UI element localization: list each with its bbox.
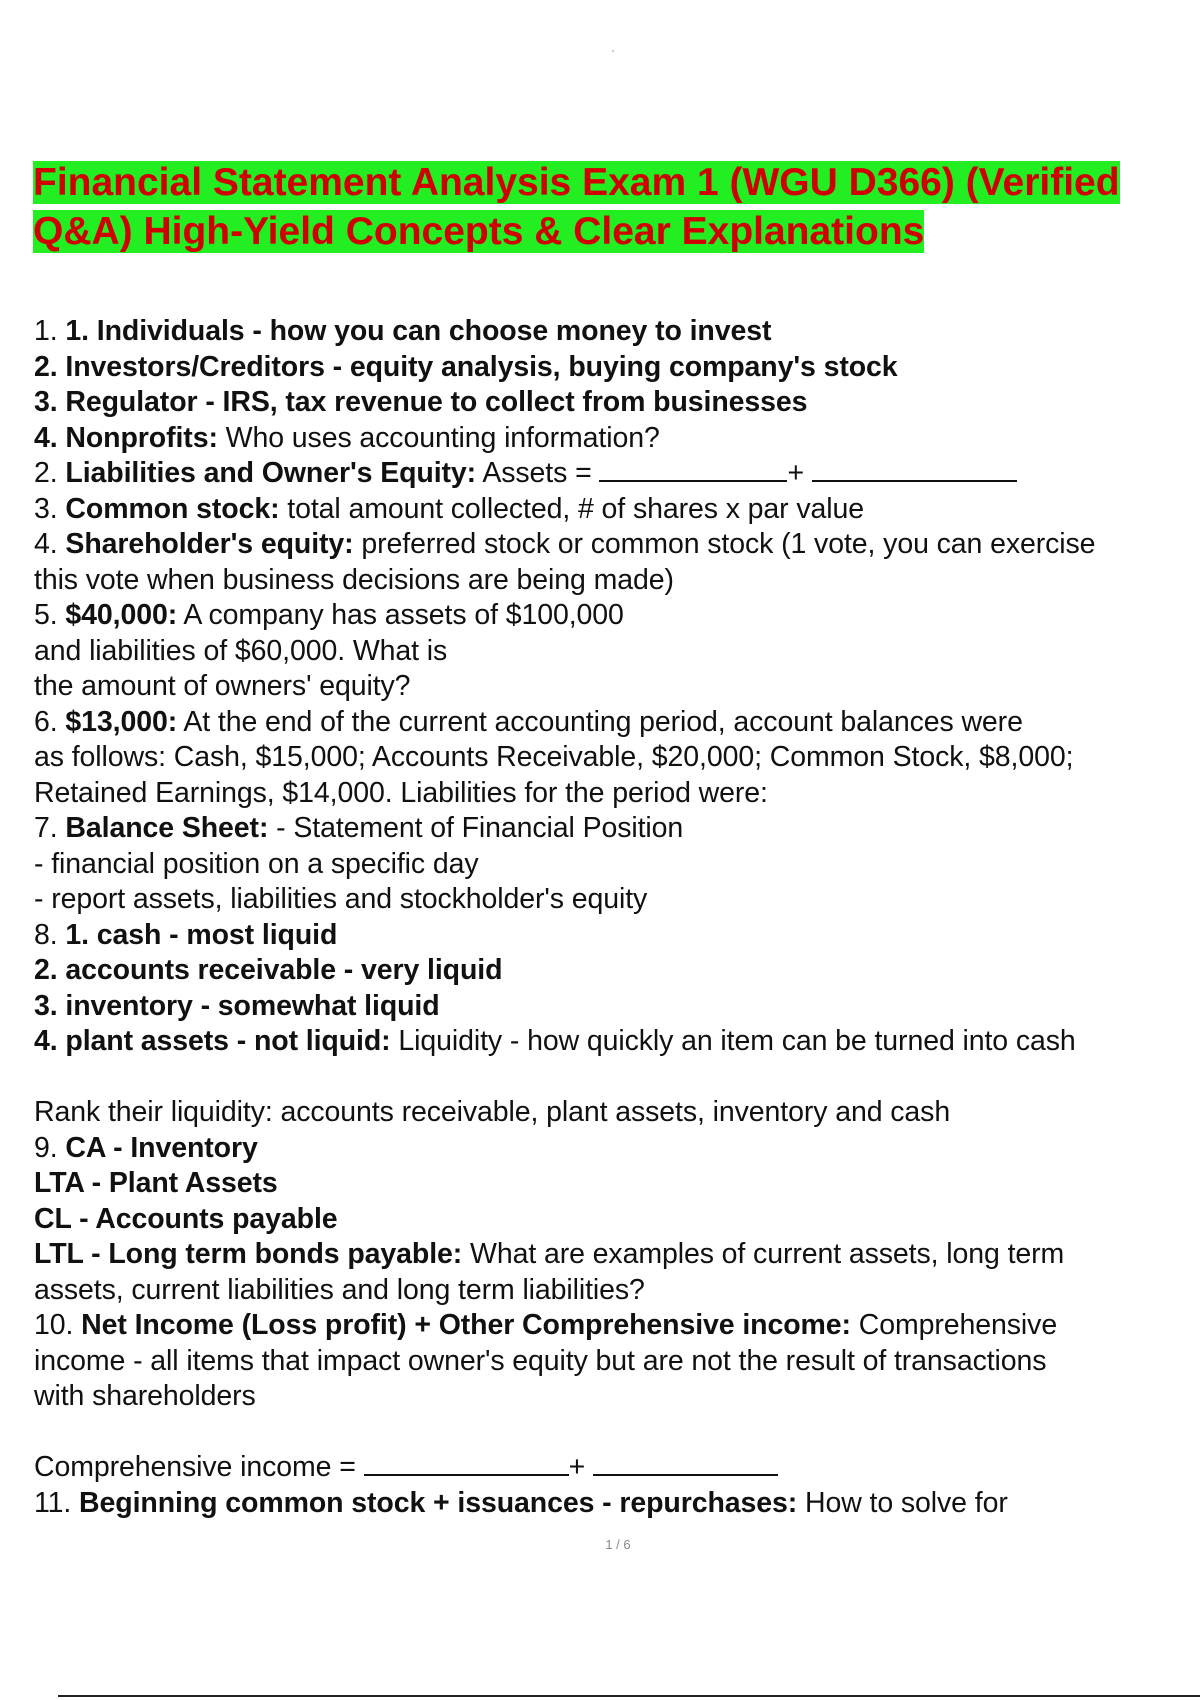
title-line-2: Q&A) High-Yield Concepts & Clear Explanations [33, 210, 925, 253]
item-term: Liabilities and Owner's Equity: [65, 457, 477, 489]
list-item-line [34, 953, 1200, 989]
list-item-line: and liabilities of $60,000. What is [34, 634, 448, 667]
item-definition: Liquidity - how quickly an item can be turned into cash [398, 1025, 1076, 1057]
item-number: 8. [34, 918, 58, 951]
item-term: $13,000: [65, 705, 178, 738]
item-term: Beginning common stock + issuances - repurchases: [79, 1486, 798, 1519]
item-number: 1. [34, 315, 58, 347]
list-item-line: assets, current liabilities and long term liabilities? [34, 1273, 645, 1306]
list-item-line [34, 421, 1200, 457]
item-term: $40,000: [65, 599, 178, 631]
list-item-line: - financial position on a specific day [34, 847, 479, 880]
item-definition: At the end of the current accounting period, account balances were [183, 705, 1023, 738]
list-item [34, 1486, 1200, 1522]
list-item [34, 918, 1200, 954]
item-term: 1. Individuals - how you can choose money to invest [65, 315, 772, 347]
item-term: 2. accounts receivable - very liquid [34, 954, 503, 986]
item-term: 4. Nonprofits: [34, 421, 218, 454]
list-item-line [34, 989, 1200, 1025]
page-number: 1 / 6 [605, 1537, 631, 1552]
list-item-line [34, 1202, 1200, 1238]
item-definition: preferred stock or common stock (1 vote, you can exercise [361, 528, 1096, 560]
item-term: LTA - Plant Assets [34, 1167, 278, 1199]
item-number: 2. [34, 457, 58, 489]
answer-blank [364, 1450, 569, 1476]
list-item-line: - report assets, liabilities and stockholder's equity [34, 883, 648, 915]
answer-blank [599, 456, 787, 482]
item-number: 5. [34, 599, 58, 631]
item-term: 2. Investors/Creditors - equity analysis, buying company's stock [34, 350, 898, 383]
item-term: Shareholder's equity: [65, 528, 354, 560]
list-item-line [34, 350, 1200, 386]
item-definition: total amount collected, # of shares x par value [287, 492, 865, 525]
list-item [34, 492, 1200, 528]
item-term: Balance Sheet: [65, 812, 269, 844]
item-definition: Comprehensive [858, 1309, 1058, 1341]
list-item-line: as follows: Cash, $15,000; Accounts Receivable, $20,000; Common Stock, $8,000; [34, 741, 1074, 773]
item-definition: Comprehensive income = [34, 1451, 356, 1483]
item-number: 11. [34, 1486, 72, 1519]
item-number: 7. [34, 812, 58, 844]
answer-blank [812, 456, 1017, 482]
list-item [34, 456, 1200, 492]
item-term: Net Income (Loss profit) + Other Comprehensive income: [81, 1309, 851, 1341]
item-number: 3. [34, 492, 58, 525]
list-item-line: this vote when business decisions are being made) [34, 563, 674, 596]
item-term: 3. Regulator - IRS, tax revenue to collect from businesses [34, 386, 808, 418]
item-term: CL - Accounts payable [34, 1202, 338, 1235]
list-item-line: Retained Earnings, $14,000. Liabilities for the period were: [34, 776, 768, 809]
item-definition: How to solve for [804, 1486, 1008, 1519]
item-definition: - Statement of Financial Position [276, 812, 684, 844]
item-term: 4. plant assets - not liquid: [34, 1025, 391, 1057]
list-item [34, 705, 1200, 741]
list-item-line: income - all items that impact owner's equity but are not the result of transactions [34, 1344, 1047, 1377]
item-term: LTL - Long term bonds payable: [34, 1238, 463, 1270]
blank-line [34, 1415, 1200, 1451]
list-item [34, 527, 1200, 563]
blank-line [34, 1060, 1200, 1096]
list-item-line [34, 1024, 1200, 1060]
item-term: 3. inventory - somewhat liquid [34, 989, 440, 1022]
list-item [34, 1308, 1200, 1344]
item-number: 10. [34, 1309, 74, 1341]
list-item-line [34, 1237, 1200, 1273]
list-item-line [34, 385, 1200, 421]
list-item [34, 598, 1200, 634]
list-item-line [34, 1166, 1200, 1202]
item-definition: What are examples of current assets, long term [470, 1238, 1065, 1270]
list-item [34, 1131, 1200, 1167]
plus-sign: + [787, 457, 804, 489]
item-term: 1. cash - most liquid [65, 918, 338, 951]
item-number: 9. [34, 1131, 58, 1164]
qa-list [34, 314, 1200, 1521]
document-title [33, 158, 1200, 256]
scan-speck [612, 50, 614, 52]
answer-blank [593, 1450, 778, 1476]
item-definition: Who uses accounting information? [225, 421, 660, 454]
list-item-line: Rank their liquidity: accounts receivable, plant assets, inventory and cash [34, 1096, 951, 1128]
page-divider [58, 1695, 1200, 1697]
list-item-line: with shareholders [34, 1380, 256, 1412]
list-item-line: the amount of owners' equity? [34, 670, 411, 702]
item-term: CA - Inventory [65, 1131, 258, 1164]
title-line-1: Financial Statement Analysis Exam 1 (WGU D366) (Verified [33, 161, 1120, 204]
list-item [34, 811, 1200, 847]
item-definition: Assets = [482, 457, 592, 489]
item-definition: A company has assets of $100,000 [183, 599, 624, 631]
item-number: 4. [34, 528, 58, 560]
list-item-line [34, 1450, 1200, 1486]
list-item [34, 314, 1200, 350]
plus-sign: + [568, 1451, 586, 1483]
item-term: Common stock: [65, 492, 280, 525]
item-number: 6. [34, 705, 58, 738]
